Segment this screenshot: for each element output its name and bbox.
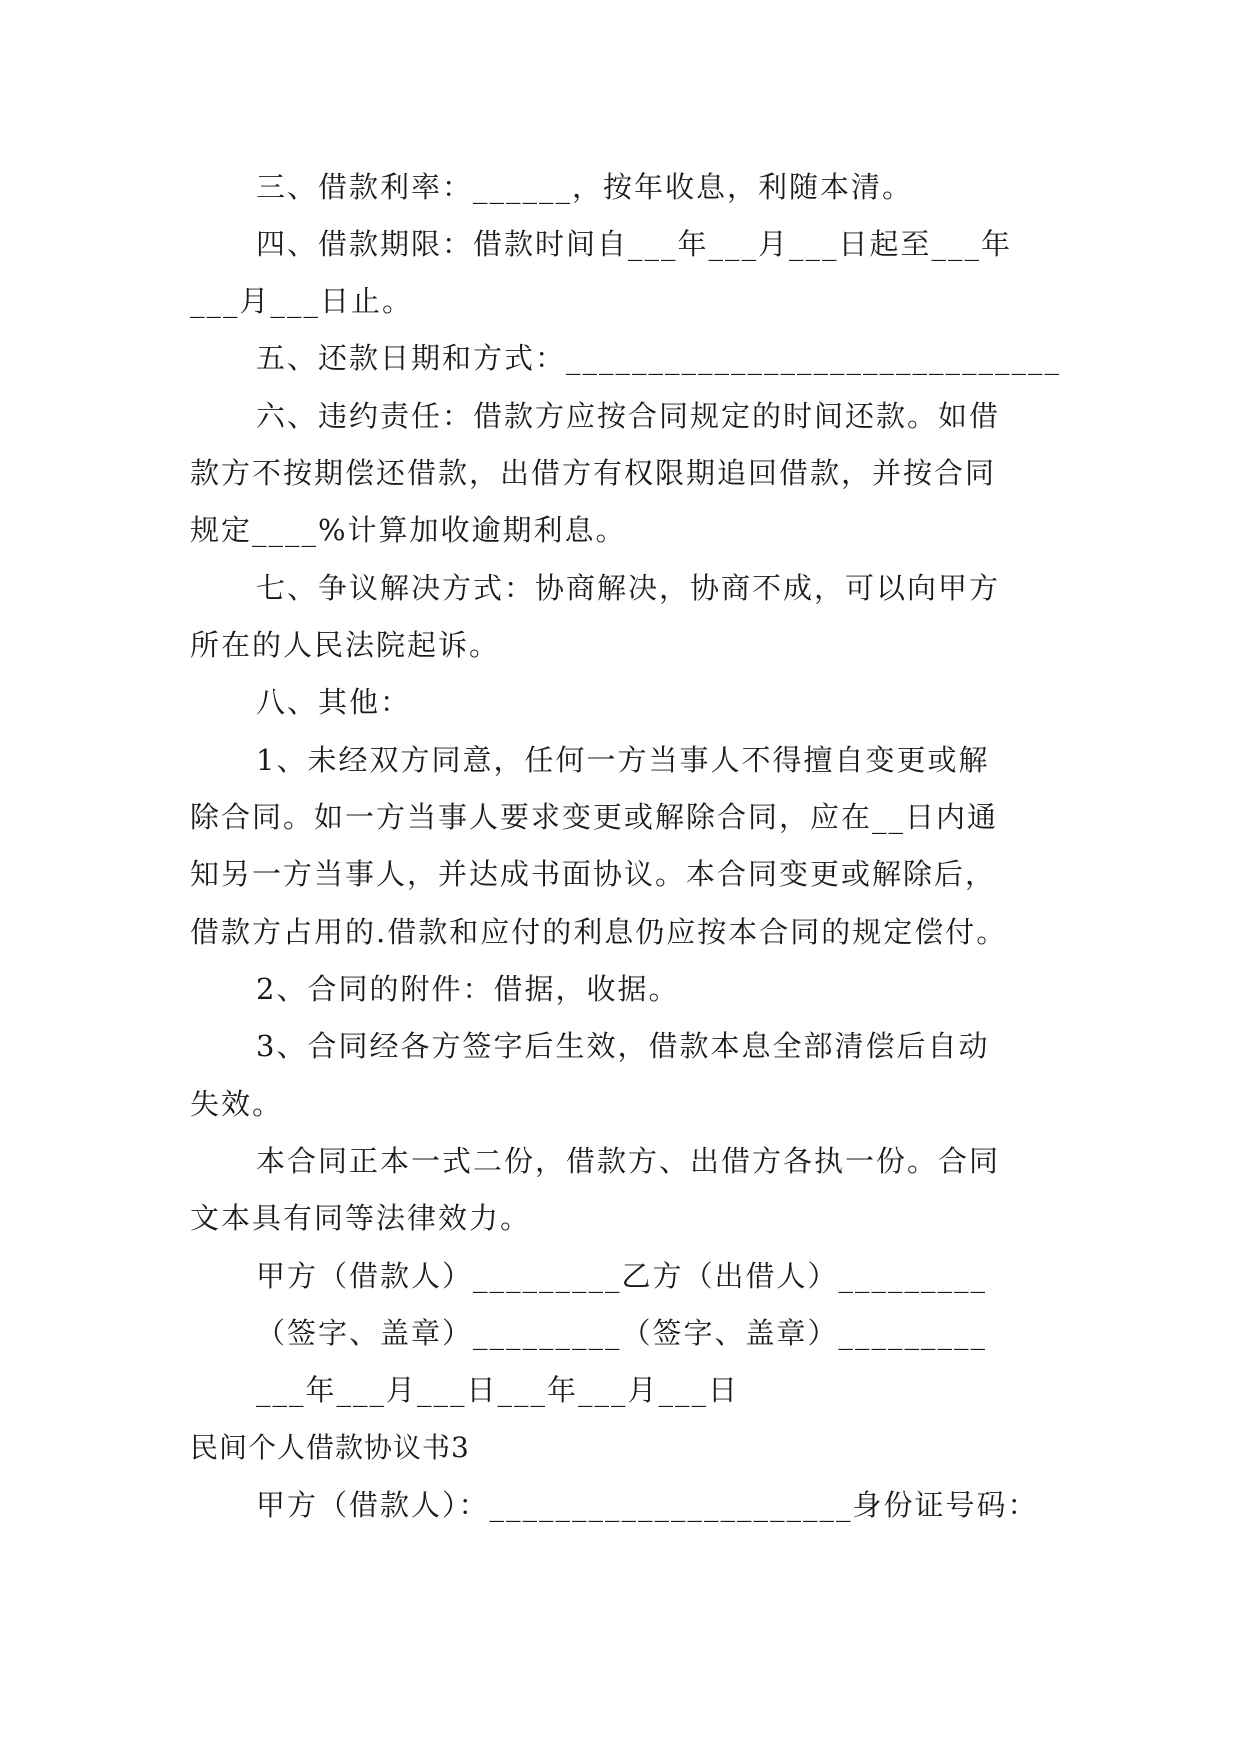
clause-3-interest-rate: 三、借款利率：______，按年收息，利随本清。 <box>256 170 914 204</box>
copies-statement-cont: 文本具有同等法律效力。 <box>190 1201 532 1235</box>
clause-8-other: 八、其他： <box>256 685 412 719</box>
copies-statement: 本合同正本一式二份，借款方、出借方各执一份。合同 <box>256 1144 1001 1178</box>
clause-6-breach: 六、违约责任：借款方应按合同规定的时间还款。如借 <box>256 399 1001 433</box>
clause-4-loan-term-cont: ___月___日止。 <box>190 284 414 318</box>
item-1-modification-cont-1: 除合同。如一方当事人要求变更或解除合同，应在__日内通 <box>190 800 999 834</box>
item-1-modification: 1、未经双方同意，任何一方当事人不得擅自变更或解 <box>256 743 990 777</box>
party-signature-line: 甲方（借款人）_________乙方（出借人）_________ <box>256 1259 988 1293</box>
section-title: 民间个人借款协议书3 <box>190 1431 470 1464</box>
item-2-attachments: 2、合同的附件：借据，收据。 <box>256 972 680 1006</box>
date-line: ___年___月___日___年___月___日 <box>256 1373 740 1407</box>
clause-6-breach-cont-2: 规定____%计算加收逾期利息。 <box>190 513 627 547</box>
item-3-effectiveness: 3、合同经各方签字后生效，借款本息全部清偿后自动 <box>256 1029 990 1063</box>
clause-4-loan-term: 四、借款期限：借款时间自___年___月___日起至___年 <box>256 227 1013 261</box>
clause-6-breach-cont-1: 款方不按期偿还借款，出借方有权限期追回借款，并按合同 <box>190 456 997 490</box>
seal-signature-line: （签字、盖章）_________（签字、盖章）_________ <box>256 1316 988 1350</box>
item-3-effectiveness-cont: 失效。 <box>190 1087 284 1121</box>
item-1-modification-cont-3: 借款方占用的.借款和应付的利息仍应按本合同的规定偿付。 <box>190 915 1008 949</box>
item-1-modification-cont-2: 知另一方当事人，并达成书面协议。本合同变更或解除后， <box>190 857 997 891</box>
clause-5-repayment: 五、还款日期和方式：______________________________ <box>256 341 1062 375</box>
clause-7-dispute: 七、争议解决方式：协商解决，协商不成，可以向甲方 <box>256 571 1001 605</box>
party-a-info-line: 甲方（借款人）：______________________身份证号码： <box>256 1488 1039 1522</box>
clause-7-dispute-cont: 所在的人民法院起诉。 <box>190 628 501 662</box>
